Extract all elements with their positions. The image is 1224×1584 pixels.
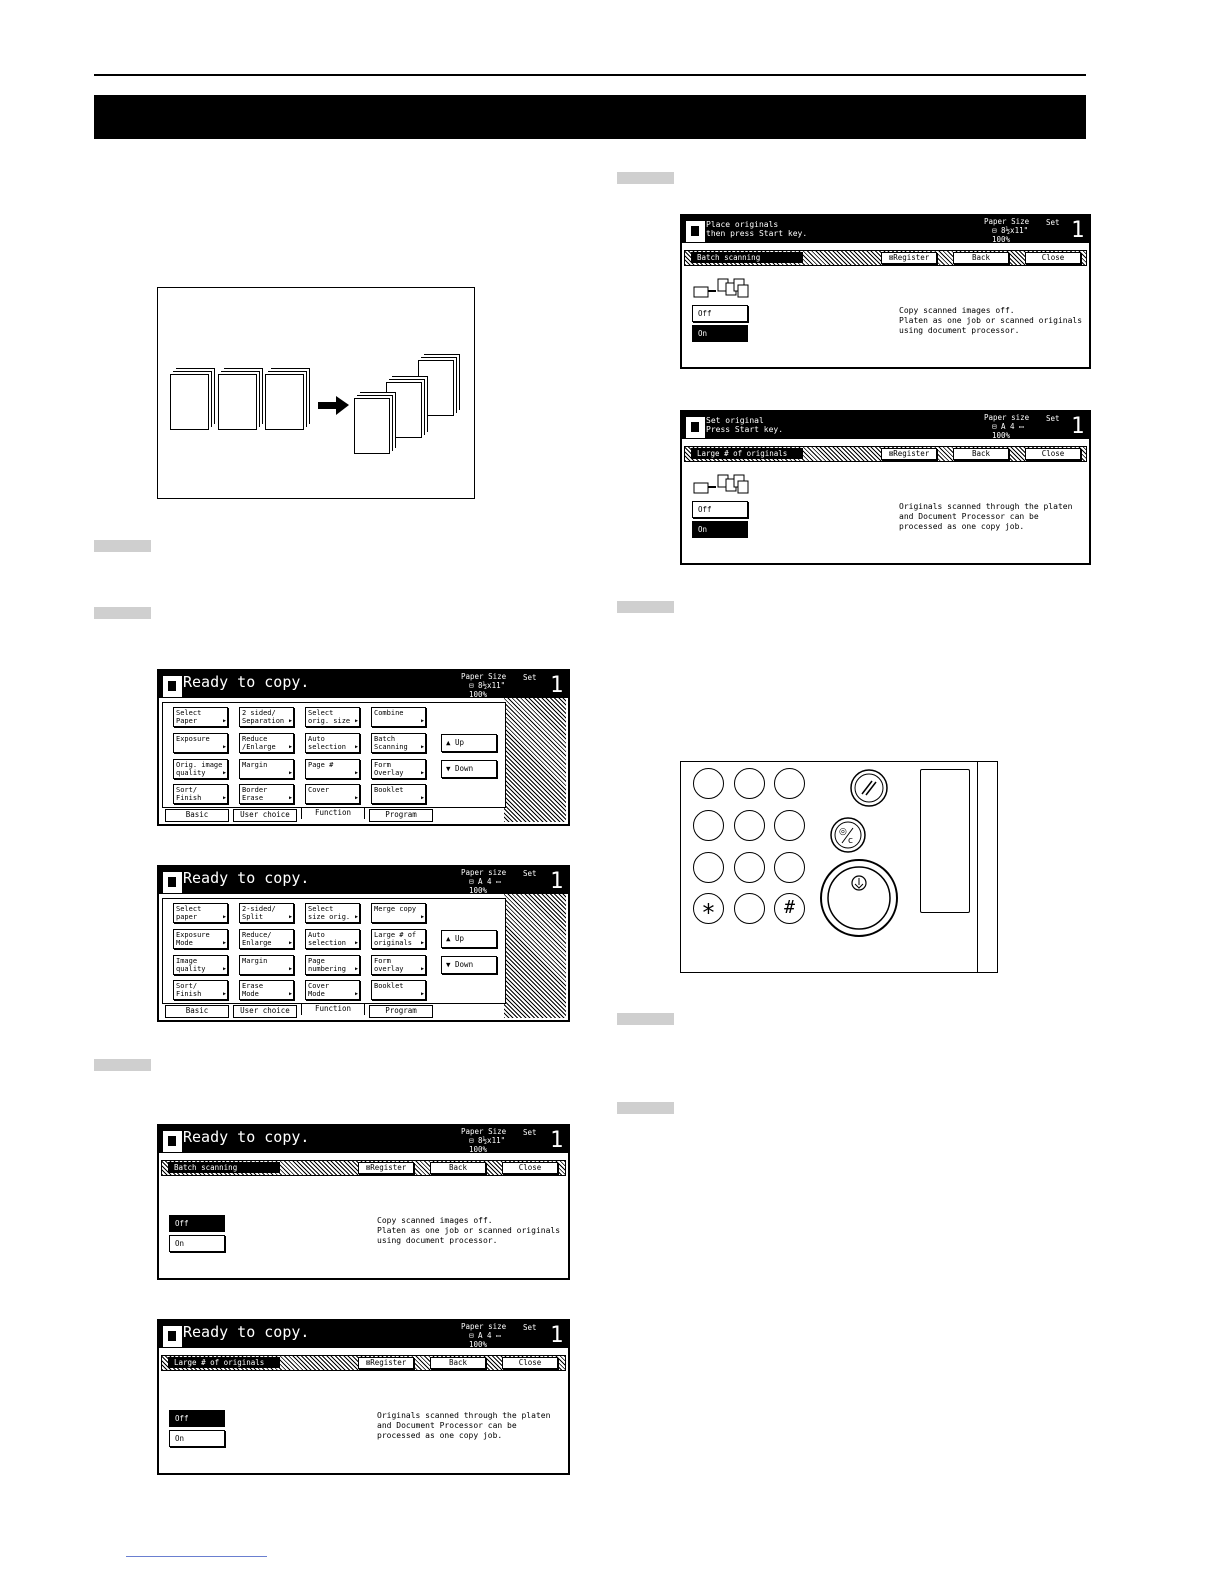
register-label: Register [370, 1163, 407, 1172]
function-button[interactable]: Image quality ▶ [173, 955, 228, 975]
function-button[interactable]: Form Overlay ▶ [371, 759, 426, 779]
mode-label: Large # of originals [691, 448, 803, 459]
function-area [162, 898, 506, 1004]
on-button[interactable]: On [169, 1235, 225, 1252]
register-label: Register [893, 449, 930, 458]
function-button[interactable]: Booklet ▶ [371, 784, 426, 804]
down-button[interactable]: ▼ Down [441, 956, 497, 974]
back-button[interactable]: Back [953, 448, 1009, 460]
document-icon [163, 676, 182, 697]
back-button[interactable]: Back [953, 252, 1009, 264]
large-originals-on-screen [680, 410, 1091, 565]
zoom-value: 100% [469, 1145, 488, 1154]
function-button[interactable]: 2 sided/ Separation ▶ [239, 707, 294, 727]
batch-scan-icon [692, 277, 752, 303]
register-icon: ⊠ [888, 253, 894, 262]
function-screen-metric [157, 865, 570, 1022]
original-stack-1 [170, 374, 209, 430]
up-button[interactable]: ▲ Up [441, 930, 497, 948]
function-button[interactable]: Margin ▶ [239, 759, 294, 779]
mode-label: Large # of originals [168, 1357, 280, 1368]
batch-scanning-on-screen [680, 214, 1091, 369]
function-button[interactable]: Cover ▶ [305, 784, 360, 804]
status-bar [159, 671, 568, 698]
off-button[interactable]: Off [169, 1410, 225, 1427]
tab-basic[interactable]: Basic [165, 809, 229, 822]
paper-size-label: Paper Size [984, 217, 1030, 226]
function-button[interactable]: Select paper ▶ [173, 903, 228, 923]
register-icon: ⊠ [365, 1358, 371, 1367]
function-button[interactable]: Auto selection ▶ [305, 929, 360, 949]
paper-size-label: Paper Size [461, 672, 507, 681]
hatched-margin [504, 698, 566, 822]
function-button[interactable]: Exposure ▶ [173, 733, 228, 753]
up-button[interactable]: ▲ Up [441, 734, 497, 752]
function-button[interactable]: Sort/ Finish ▶ [173, 784, 228, 804]
back-button[interactable]: Back [430, 1357, 486, 1369]
zoom-value: 100% [469, 1340, 488, 1349]
paper-size-value: ⊟ 8½x11" [469, 1136, 506, 1145]
register-button[interactable] [881, 448, 937, 460]
section-header-bar [94, 95, 1086, 139]
start-icon[interactable] [819, 858, 899, 938]
paper-size-value: ⊟ 8½x11" [992, 226, 1029, 235]
on-button[interactable]: On [692, 325, 748, 342]
set-count: 1 [1071, 218, 1085, 243]
tab-function[interactable]: Function [301, 1003, 365, 1015]
tab-user-choice[interactable]: User choice [233, 1005, 297, 1018]
on-button[interactable]: On [692, 521, 748, 538]
tab-user-choice[interactable]: User choice [233, 809, 297, 822]
set-label: Set [523, 1128, 537, 1137]
set-count: 1 [550, 869, 564, 894]
mode-bar [161, 1355, 566, 1371]
status-title: Ready to copy. [183, 1323, 310, 1341]
mode-bar [684, 250, 1087, 266]
function-button[interactable]: Booklet ▶ [371, 980, 426, 1000]
set-label: Set [1046, 414, 1060, 423]
paper-size-value: ⊟ 8½x11" [469, 681, 506, 690]
zoom-value: 100% [992, 235, 1011, 244]
paper-size-label: Paper size [461, 1322, 507, 1331]
step-marker-6 [617, 1013, 674, 1025]
zoom-value: 100% [469, 886, 488, 895]
status-bar [159, 867, 568, 894]
batch-scanning-screen [157, 1124, 570, 1280]
step-marker-5 [617, 601, 674, 613]
numeric-key[interactable] [734, 893, 765, 924]
batch-scan-icon [692, 473, 752, 499]
register-label: Register [893, 253, 930, 262]
function-button[interactable]: Exposure Mode ▶ [173, 929, 228, 949]
numeric-key[interactable] [774, 852, 805, 883]
function-button[interactable]: Combine ▶ [371, 707, 426, 727]
hatched-margin [504, 894, 566, 1018]
function-button[interactable]: Page # ▶ [305, 759, 360, 779]
status-bar [159, 1321, 568, 1348]
step-marker-2 [94, 607, 151, 619]
function-area [162, 702, 506, 808]
output-stack-3 [418, 360, 454, 416]
output-stack-1 [354, 398, 390, 454]
document-icon [686, 417, 705, 438]
status-title: Place originals then press Start key. [706, 220, 808, 238]
off-button[interactable]: Off [692, 501, 748, 518]
paper-size-value: ⊟ A 4 ▭ [992, 422, 1024, 431]
set-label: Set [523, 1323, 537, 1332]
function-button[interactable]: Select orig. size ▶ [305, 707, 360, 727]
output-stack-2 [386, 382, 422, 438]
large-originals-screen [157, 1319, 570, 1475]
original-stack-2 [218, 374, 257, 430]
function-button[interactable]: Page numbering ▶ [305, 955, 360, 975]
mode-label: Batch scanning [168, 1162, 280, 1173]
set-label: Set [1046, 218, 1060, 227]
close-button[interactable]: Close [1025, 252, 1081, 264]
off-button[interactable]: Off [692, 305, 748, 322]
register-button[interactable] [358, 1357, 414, 1369]
register-label: Register [370, 1358, 407, 1367]
document-icon [686, 221, 705, 242]
status-bar [682, 412, 1089, 439]
step-marker-4 [617, 172, 674, 184]
numeric-key[interactable] [693, 852, 724, 883]
set-label: Set [523, 869, 537, 878]
document-icon [163, 1131, 182, 1152]
operation-panel-keypad [680, 761, 998, 973]
top-rule [94, 74, 1086, 76]
svg-text:◎: ◎ [839, 827, 847, 837]
status-bar [682, 216, 1089, 243]
tab-program[interactable]: Program [369, 809, 433, 822]
hash-key[interactable]: # [774, 893, 805, 924]
register-icon: ⊠ [365, 1163, 371, 1172]
panel-edge [977, 762, 986, 972]
paper-size-value: ⊟ A 4 ▭ [469, 877, 501, 886]
function-button[interactable]: Batch Scanning ▶ [371, 733, 426, 753]
zoom-value: 100% [992, 431, 1011, 440]
function-button[interactable]: Select size orig. ▶ [305, 903, 360, 923]
star-key[interactable]: ∗ [693, 893, 724, 924]
close-button[interactable]: Close [502, 1162, 558, 1174]
mode-bar [684, 446, 1087, 462]
paper-size-label: Paper size [461, 868, 507, 877]
numeric-key[interactable] [693, 768, 724, 799]
function-button[interactable]: Select Paper ▶ [173, 707, 228, 727]
status-title: Ready to copy. [183, 869, 310, 887]
function-screen-inch [157, 669, 570, 826]
numeric-key[interactable] [774, 810, 805, 841]
function-button[interactable]: Form overlay ▶ [371, 955, 426, 975]
document-icon [163, 1326, 182, 1347]
on-button[interactable]: On [169, 1430, 225, 1447]
paper-size-label: Paper size [984, 413, 1030, 422]
arrow-right-icon [318, 402, 336, 409]
display-window [920, 769, 970, 913]
mode-description: Originals scanned through the platen and Document Processor can be processed as one copy job. [899, 502, 1073, 531]
zoom-value: 100% [469, 690, 488, 699]
original-stack-3 [265, 374, 304, 430]
stop-clear-icon[interactable] [829, 816, 867, 854]
mode-bar [161, 1160, 566, 1176]
status-bar [159, 1126, 568, 1153]
tab-basic[interactable]: Basic [165, 1005, 229, 1018]
back-button[interactable]: Back [430, 1162, 486, 1174]
batch-scanning-illustration [157, 287, 475, 499]
step-marker-3 [94, 1059, 151, 1071]
mode-description: Copy scanned images off. Platen as one job or scanned originals using document processor. [899, 306, 1083, 335]
function-button[interactable]: Reduce /Enlarge ▶ [239, 733, 294, 753]
function-button[interactable]: Large # of originals ▶ [371, 929, 426, 949]
function-button[interactable]: Reduce/ Enlarge ▶ [239, 929, 294, 949]
paper-size-value: ⊟ A 4 ▭ [469, 1331, 501, 1340]
status-title: Ready to copy. [183, 673, 310, 691]
step-marker-7 [617, 1102, 674, 1114]
register-button[interactable] [358, 1162, 414, 1174]
close-button[interactable]: Close [1025, 448, 1081, 460]
off-button[interactable]: Off [169, 1215, 225, 1232]
function-button[interactable]: Erase Mode ▶ [239, 980, 294, 1000]
numeric-key[interactable] [734, 852, 765, 883]
numeric-key[interactable] [774, 768, 805, 799]
function-button[interactable]: Orig. image quality ▶ [173, 759, 228, 779]
step-marker-1 [94, 540, 151, 552]
down-button[interactable]: ▼ Down [441, 760, 497, 778]
paper-size-label: Paper Size [461, 1127, 507, 1136]
function-button[interactable]: Cover Mode ▶ [305, 980, 360, 1000]
set-count: 1 [550, 1128, 564, 1153]
function-button[interactable]: Merge copy ▶ [371, 903, 426, 923]
mode-description: Copy scanned images off. Platen as one job or scanned originals using document processor. [377, 1216, 561, 1245]
mode-description: Originals scanned through the platen and Document Processor can be processed as one copy job. [377, 1411, 551, 1440]
register-icon: ⊠ [888, 449, 894, 458]
function-button[interactable]: Border Erase ▶ [239, 784, 294, 804]
numeric-key[interactable] [693, 810, 724, 841]
tab-function[interactable]: Function [301, 807, 365, 819]
svg-text:c: c [848, 836, 853, 846]
status-title: Set original Press Start key. [706, 416, 784, 434]
document-icon [163, 872, 182, 893]
function-button[interactable]: 2-sided/ Split ▶ [239, 903, 294, 923]
status-title: Ready to copy. [183, 1128, 310, 1146]
footer-rule [126, 1556, 267, 1557]
set-label: Set [523, 673, 537, 682]
register-button[interactable] [881, 252, 937, 264]
set-count: 1 [550, 673, 564, 698]
mode-label: Batch scanning [691, 252, 803, 263]
reset-icon[interactable] [849, 768, 889, 808]
set-count: 1 [1071, 414, 1085, 439]
numeric-key[interactable] [734, 768, 765, 799]
function-button[interactable]: Margin ▶ [239, 955, 294, 975]
function-button[interactable]: Auto selection ▶ [305, 733, 360, 753]
tab-program[interactable]: Program [369, 1005, 433, 1018]
close-button[interactable]: Close [502, 1357, 558, 1369]
numeric-key[interactable] [734, 810, 765, 841]
set-count: 1 [550, 1323, 564, 1348]
function-button[interactable]: Sort/ Finish ▶ [173, 980, 228, 1000]
